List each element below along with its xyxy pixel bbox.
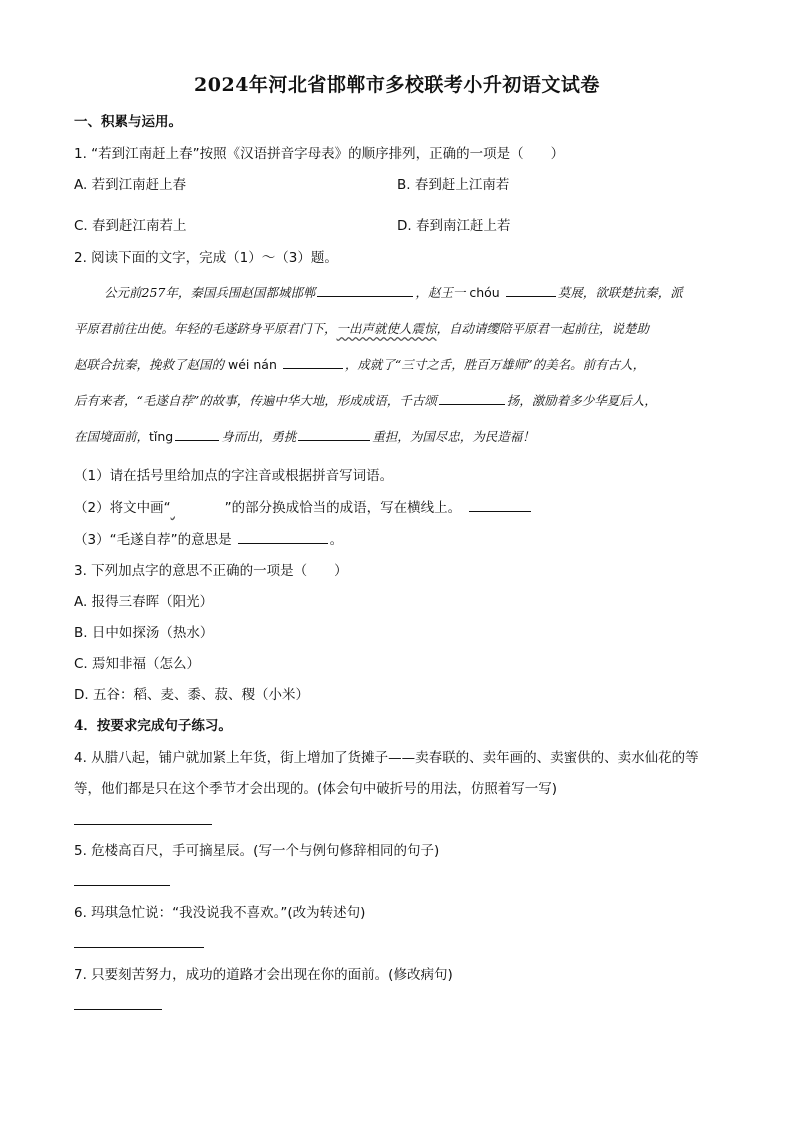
passage-line-5: [74, 427, 724, 445]
question-1-stem: 1. “若到江南赶上春”按照《汉语拼音字母表》的顺序排列，正确的一项是（ ）: [74, 146, 565, 162]
answer-blank: [439, 392, 505, 405]
q3-option-d: D. 五谷：稻、麦、黍、菽、稷（小米）: [74, 687, 309, 703]
question-7: 7. 只要刻苦努力，成功的道路才会出现在你的面前。(修改病句): [74, 967, 453, 983]
answer-line: [74, 823, 212, 825]
question-3-stem: 3. 下列加点字的意思不正确的一项是（ ）: [74, 563, 348, 579]
passage-text: 后有来者，“毛遂自荐”的故事，传遍中华大地，形成成语，千古颂: [74, 393, 437, 408]
question-5: 5. 危楼高百尺，手可摘星辰。(写一个与例句修辞相同的句子): [74, 843, 440, 859]
passage-text: 平原君前往出使。年轻的毛遂跻身平原君门下，: [74, 321, 337, 336]
section-heading: 一、积累与运用。: [74, 114, 182, 130]
q3-option-c: C. 焉知非福（怎么）: [74, 656, 201, 672]
pinyin-prompt: chóu: [469, 285, 500, 300]
exam-title: 2024年河北省邯郸市多校联考小升初语文试卷: [194, 74, 600, 96]
answer-blank: [175, 428, 219, 441]
pinyin-prompt: tǐng: [149, 429, 174, 444]
answer-blank: [469, 499, 531, 512]
question-4-line-1: 4. 从腊八起，铺户就加紧上年货，街上增加了货摊子——卖春联的、卖年画的、卖蜜供的、卖水仙花的等: [74, 750, 699, 766]
passage-line-4: [74, 391, 724, 409]
answer-blank: [283, 356, 343, 369]
passage-line-2: [74, 319, 724, 337]
q2-subquestion-2: [74, 496, 533, 516]
answer-blank: [238, 531, 328, 544]
q1-option-d: D. 春到南江赶上若: [397, 218, 511, 234]
passage-line-3: [74, 355, 724, 373]
question-2-stem: 2. 阅读下面的文字，完成（1）～（3）题。: [74, 250, 338, 266]
passage-text: 莫展，欲联楚抗秦，派: [557, 285, 683, 300]
answer-line: [74, 946, 204, 948]
subquestion-text: ”的部分换成恰当的成语，写在横线上。: [224, 500, 462, 516]
passage-text: 扬，激励着多少华夏后人，: [506, 393, 657, 408]
q2-subquestion-1: （1）请在括号里给加点的字注音或根据拼音写词语。: [74, 468, 394, 484]
q3-option-a: A. 报得三春晖（阳光）: [74, 594, 214, 610]
pinyin-prompt: wéi nán: [228, 357, 277, 372]
q3-option-b: B. 日中如探汤（热水）: [74, 625, 214, 641]
q2-subquestion-3: [74, 528, 343, 548]
wavy-underlined-phrase: 一出声就使人震惊: [336, 321, 437, 336]
q1-option-b: B. 春到赶上江南若: [397, 177, 510, 193]
passage-text: 重担，为国尽忠，为民造福！: [372, 429, 535, 444]
answer-blank: [506, 284, 556, 297]
passage-text: ，赵王一: [415, 285, 466, 300]
q1-option-a: A. 若到江南赶上春: [74, 177, 187, 193]
question-6: 6. 玛琪急忙说：“我没说我不喜欢。”(改为转述句): [74, 905, 366, 921]
q4-section-heading: 4．按要求完成句子练习。: [74, 718, 232, 734]
passage-line-1: [104, 283, 754, 301]
answer-line: [74, 884, 170, 886]
passage-text: 身而出，勇挑: [221, 429, 297, 444]
passage-text: ，自动请缨陪平原君一起前往，说楚助: [436, 321, 650, 336]
wavy-line-sample: [171, 500, 225, 516]
answer-blank: [298, 428, 370, 441]
subquestion-text: （3）“毛遂自荐”的意思是: [74, 532, 232, 548]
question-4-line-2: 等，他们都是只在这个季节才会出现的。(体会句中破折号的用法，仿照着写一写): [74, 781, 558, 797]
passage-text: 公元前257年，秦国兵围赵国都城邯郸: [104, 285, 316, 300]
answer-blank: [317, 284, 413, 297]
passage-text: 在国境面前，: [74, 429, 150, 444]
subquestion-text: （2）将文中画“: [74, 500, 171, 516]
passage-text: 赵联合抗秦，挽救了赵国的: [74, 357, 225, 372]
passage-text: ，成就了“三寸之舌，胜百万雄师”的美名。前有古人，: [344, 357, 646, 372]
q1-option-c: C. 春到赶江南若上: [74, 218, 187, 234]
subquestion-text: 。: [329, 532, 344, 548]
answer-line: [74, 1008, 162, 1010]
